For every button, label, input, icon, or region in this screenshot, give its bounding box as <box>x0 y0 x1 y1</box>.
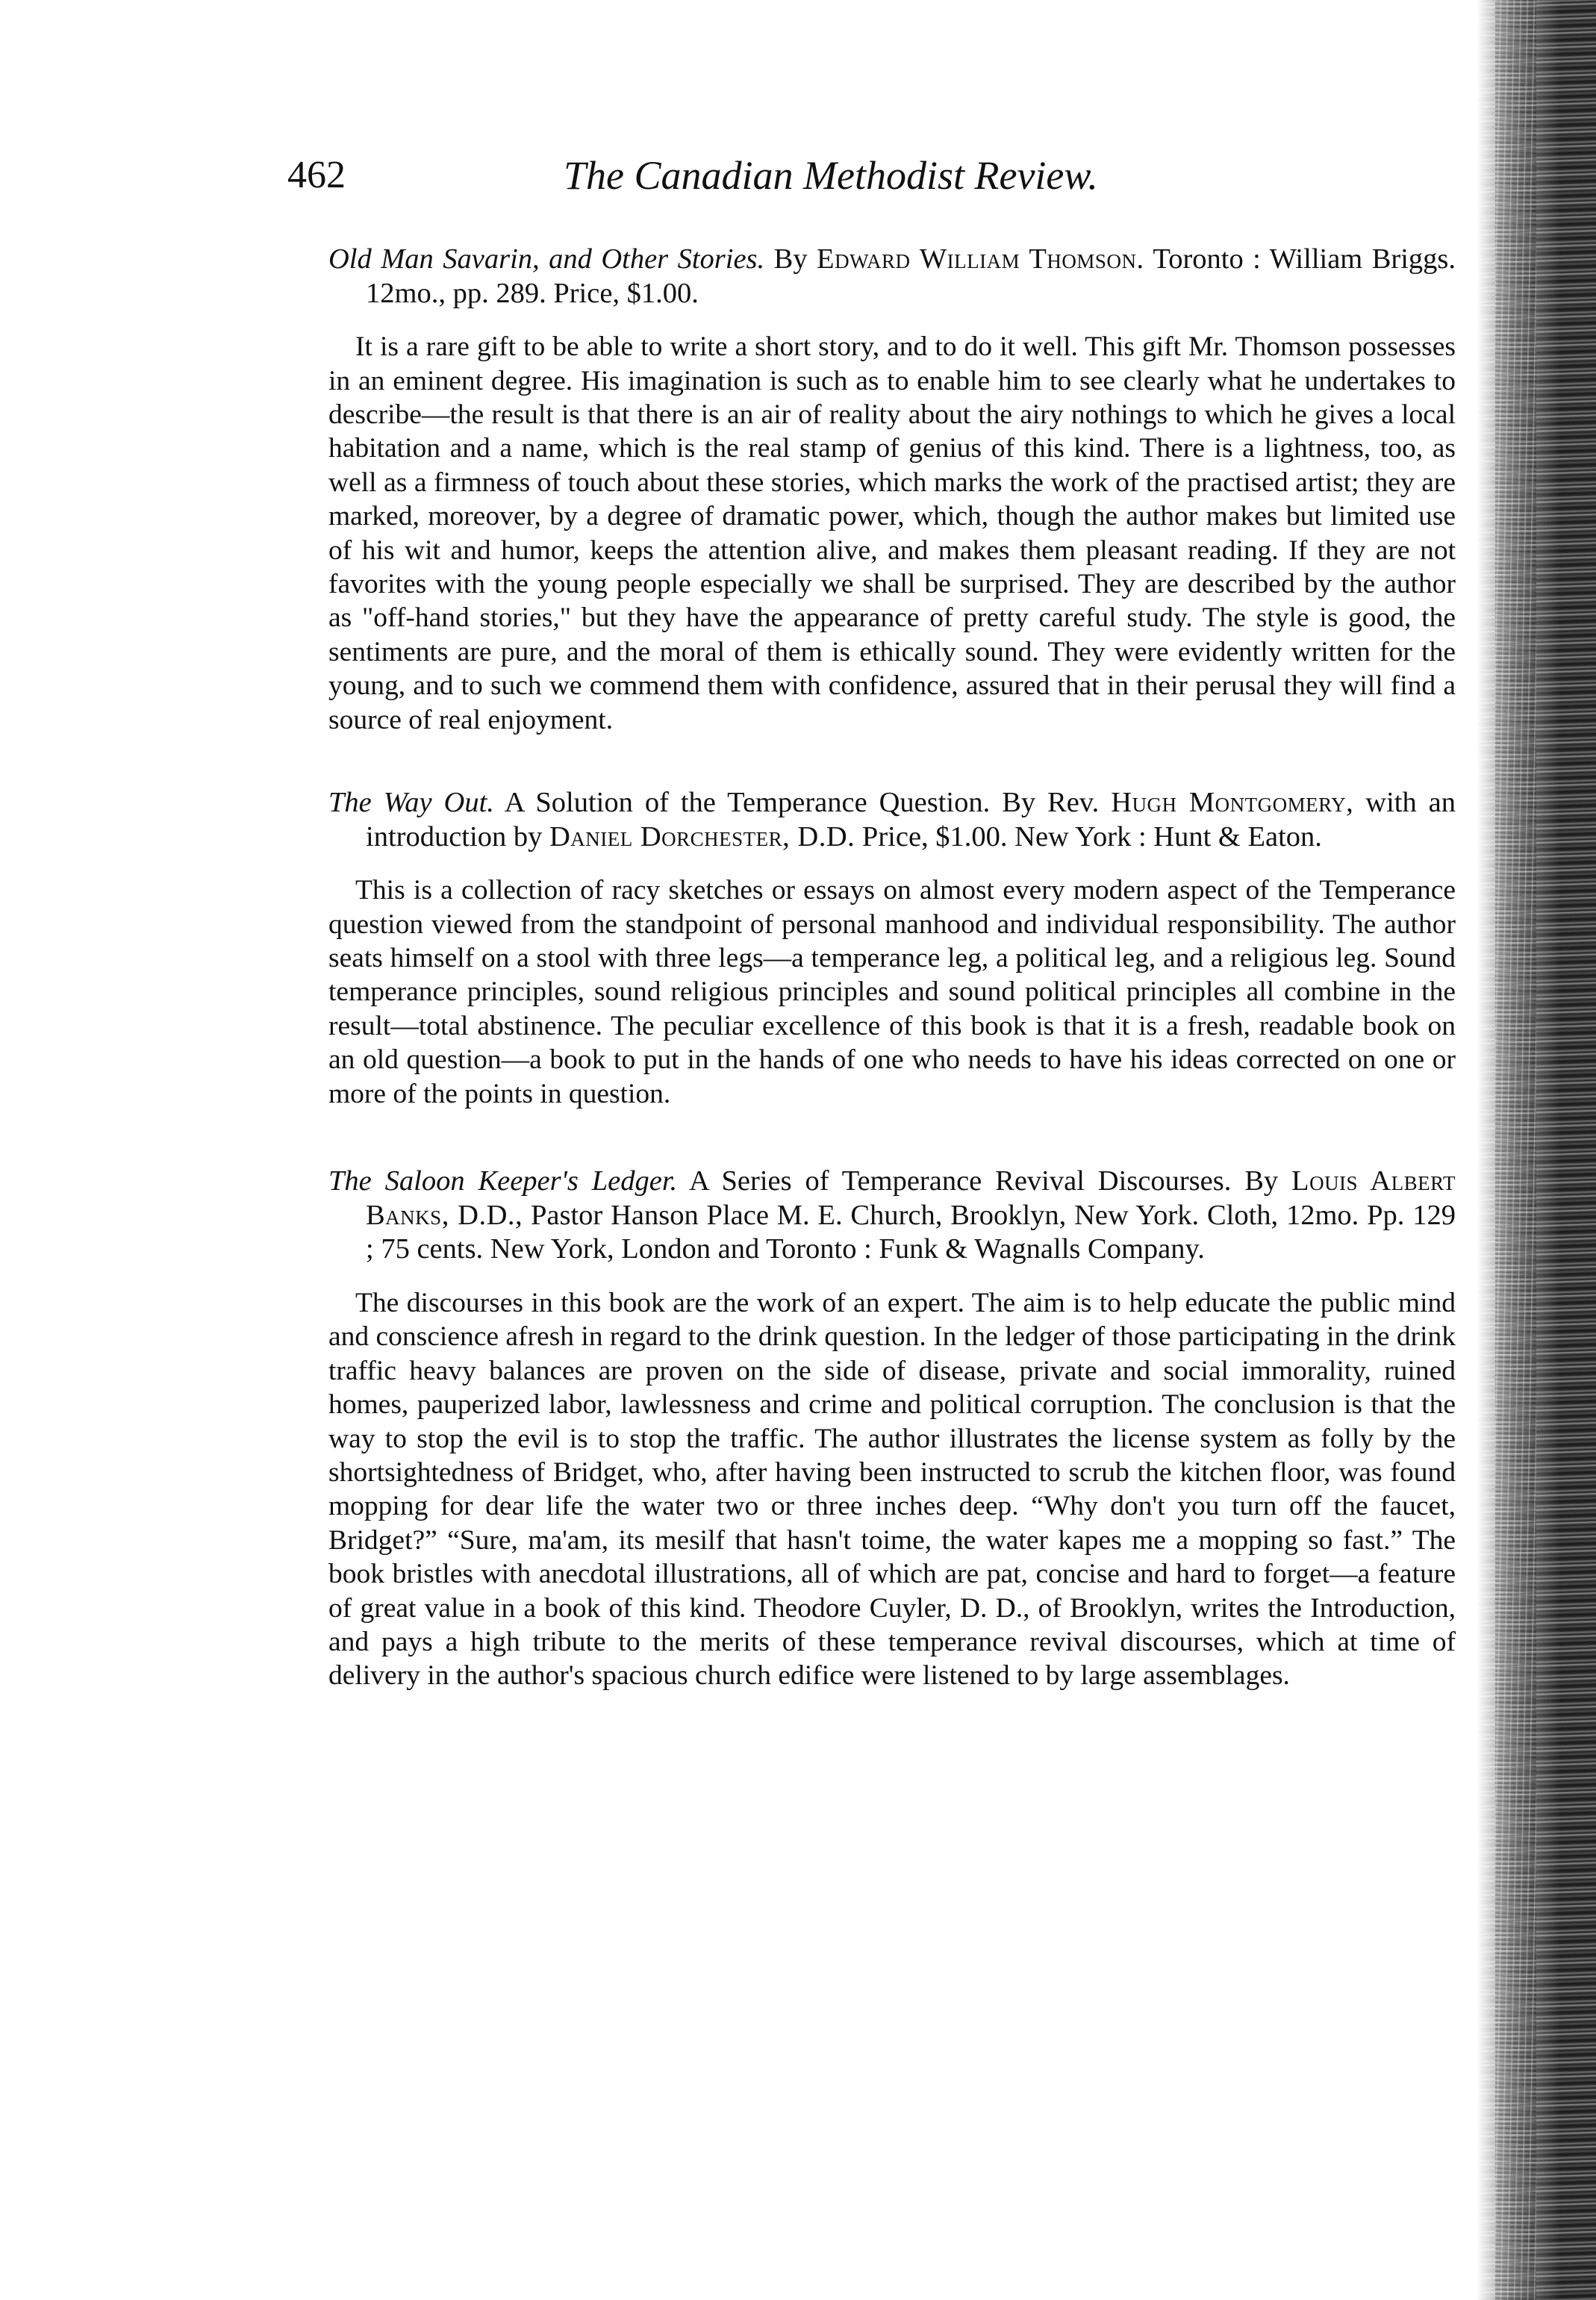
book-author: Edward William Thomson. <box>817 243 1144 275</box>
book-title: The Saloon Keeper's Ledger. <box>328 1165 678 1197</box>
book-citation <box>328 243 1456 311</box>
book-citation <box>328 786 1456 854</box>
page-content <box>328 243 1456 1693</box>
page-number: 462 <box>287 154 346 196</box>
binding-edge-texture <box>1495 0 1536 2300</box>
book-review-entry <box>328 1165 1456 1693</box>
book-subtitle: A Series of Temperance Revival Discourses. By <box>688 1165 1279 1197</box>
book-title: The Way Out. <box>328 787 494 819</box>
introduction-lead: with an introduction by <box>366 787 1456 853</box>
review-text: This is a collection of racy sketches or essays on almost every modern aspect of the Temperance question viewed from the standpoint of personal manhood and individual responsibility. The author seats himself on a stool with three legs—a temperance leg, a political leg, and a religious leg. Sound temperance principles, sound religious principles and sound political principles all combine in the result—total abstinence. The peculiar excellence of this book is that it is a fresh, readable book on an old question—a book to put in the hands of one who needs to have his ideas corrected on one or more of the points in question. <box>328 875 1456 1109</box>
binding-edge-shadow <box>1477 0 1596 2300</box>
book-review-entry <box>328 786 1456 1111</box>
book-review-entry <box>328 243 1456 737</box>
introduction-author: Daniel Dorchester, D.D. <box>549 820 855 853</box>
book-author: Louis Albert Banks, D.D., <box>366 1165 1456 1231</box>
publication-details: Price, $1.00. New York : Hunt & Eaton. <box>861 820 1322 853</box>
publication-details: Toronto : William Briggs. 12mo., pp. 289. Price, $1.00. <box>366 243 1456 309</box>
running-header <box>287 149 1452 209</box>
book-subtitle: A Solution of the Temperance Question. By Rev. <box>504 787 1100 819</box>
book-author: Hugh Montgomery, <box>1111 787 1354 819</box>
publication-details: Pastor Hanson Place M. E. Church, Brooklyn, New York. Cloth, 12mo. Pp. 129 ; 75 cents. New York, London and Toronto : Funk & Wagnalls Company. <box>366 1199 1456 1265</box>
review-text: It is a rare gift to be able to write a short story, and to do it well. This gift Mr. Thomson possesses in an eminent degree. His imagination is such as to enable him to see clearly what he undertakes to describe—the result is that there is an air of reality about the airy nothings to which he gives a local habitation and a name, which is the real stamp of genius of this kind. There is a lightness, too, as well as a firmness of touch about these stories, which marks the work of the practised artist; they are marked, moreover, by a degree of dramatic power, which, though the author makes but limited use of his wit and humor, keeps the attention alive, and makes them pleasant reading. If they are not favorites with the young people especially we shall be surprised. They are described by the author as "off-hand stories," but they have the appearance of pretty careful study. The style is good, the sentiments are pure, and the moral of them is ethically sound. They were evidently written for the young, and to such we commend them with confidence, assured that in their perusal they will find a source of real enjoyment. <box>328 331 1456 735</box>
book-title: Old Man Savarin, and Other Stories. <box>328 243 765 275</box>
book-citation <box>328 1165 1456 1267</box>
review-text: The discourses in this book are the work of an expert. The aim is to help educate the public mind and conscience afresh in regard to the drink question. In the ledger of those participating in the drink traffic heavy balances are proven on the side of disease, private and social immorality, ruined homes, pauperized labor, lawlessness and crime and political corruption. The conclusion is that the way to stop the evil is to stop the traffic. The author illustrates the license system as folly by the shortsightedness of Bridget, who, after having been instructed to scrub the kitchen floor, was found mopping for dear life the water two or three inches deep. “Why don't you turn off the faucet, Bridget?” “Sure, ma'am, its mesilf that hasn't toime, the water kapes me a mopping so fast.” The book bristles with anecdotal illustrations, all of which are pat, concise and hard to forget—a feature of great value in a book of this kind. Theodore Cuyler, D. D., of Brooklyn, writes the Introduction, and pays a high tribute to the merits of these temperance revival discourses, which at time of delivery in the author's spacious church edifice were listened to by large assemblages. <box>328 1287 1456 1692</box>
byline-lead: By <box>773 243 808 275</box>
running-title: The Canadian Methodist Review. <box>564 153 1098 198</box>
